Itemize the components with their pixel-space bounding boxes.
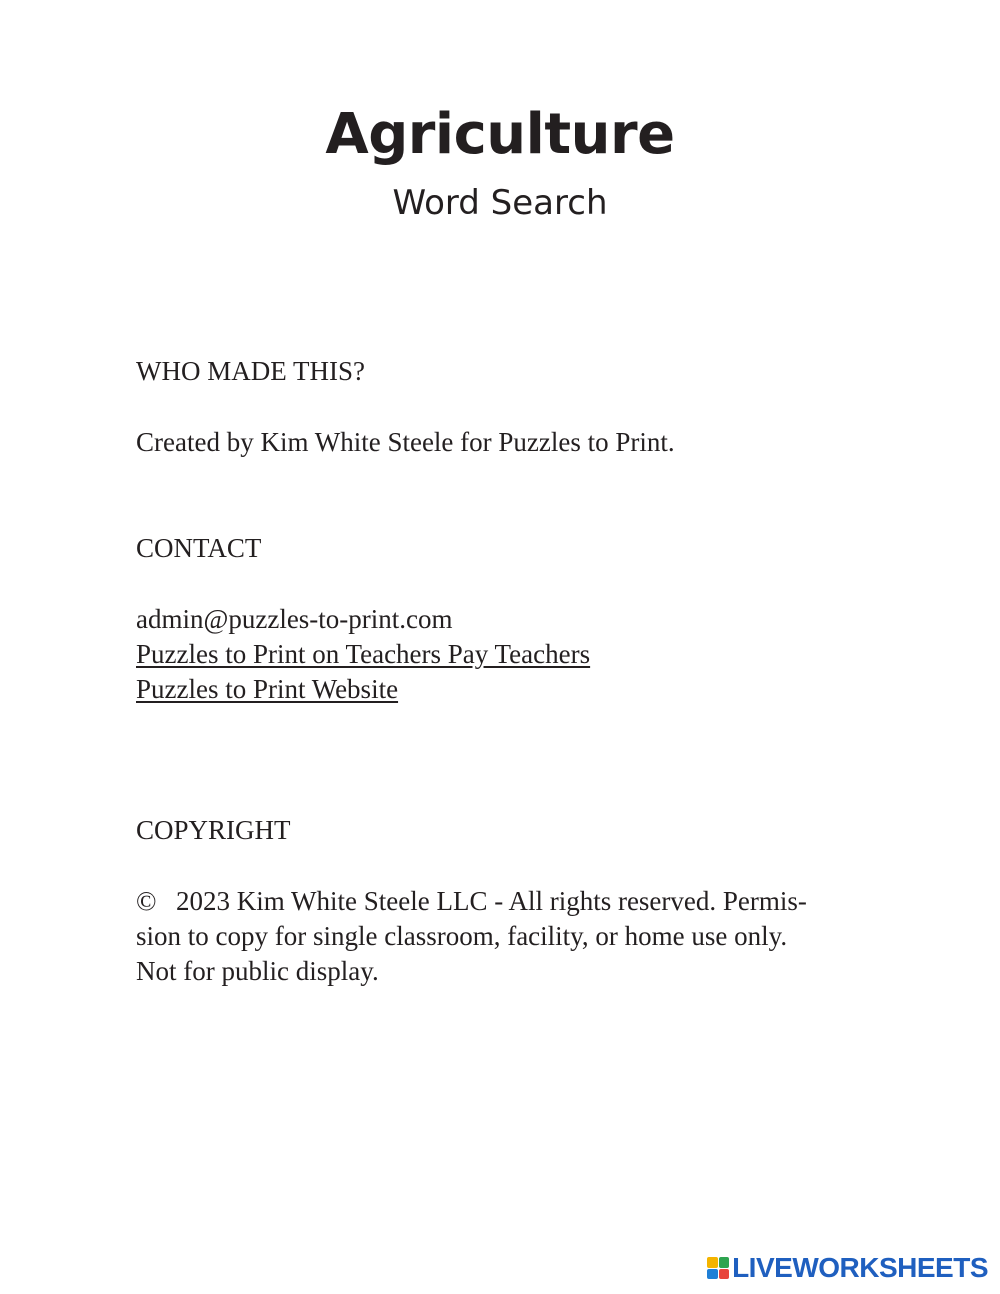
- logo-square-red: [719, 1269, 730, 1280]
- logo-square-green: [719, 1257, 730, 1268]
- contact-email[interactable]: admin@puzzles-to-print.com: [136, 604, 453, 634]
- contact-section: [136, 602, 590, 707]
- liveworksheets-logo-icon: [707, 1257, 729, 1279]
- tpt-store-link[interactable]: Puzzles to Print on Teachers Pay Teachers: [136, 639, 591, 669]
- logo-square-blue: [707, 1269, 718, 1280]
- copyright-line-2: sion to copy for single classroom, facility, or home use only.: [136, 921, 788, 951]
- copyright-heading: COPYRIGHT: [136, 815, 291, 845]
- liveworksheets-logo[interactable]: [707, 1252, 988, 1284]
- copyright-line-1-text: 2023 Kim White Steele LLC - All rights reserved. Permis-: [176, 886, 807, 916]
- copyright-line-3: Not for public display.: [136, 956, 379, 986]
- document-subtitle: Word Search: [392, 183, 608, 223]
- who-made-this-section: [136, 354, 365, 389]
- document-title: Agriculture: [325, 102, 675, 167]
- logo-square-yellow: [707, 1257, 718, 1268]
- copyright-notice: [136, 884, 876, 989]
- copyright-line-1: [136, 884, 876, 919]
- who-made-this-heading: WHO MADE THIS?: [136, 356, 365, 386]
- copyright-symbol: ©: [136, 886, 157, 916]
- contact-heading: CONTACT: [136, 533, 262, 563]
- creator-line: Created by Kim White Steele for Puzzles to Print.: [136, 427, 675, 457]
- website-link[interactable]: Puzzles to Print Website: [136, 674, 399, 704]
- liveworksheets-logo-text: LIVEWORKSHEETS: [732, 1252, 988, 1283]
